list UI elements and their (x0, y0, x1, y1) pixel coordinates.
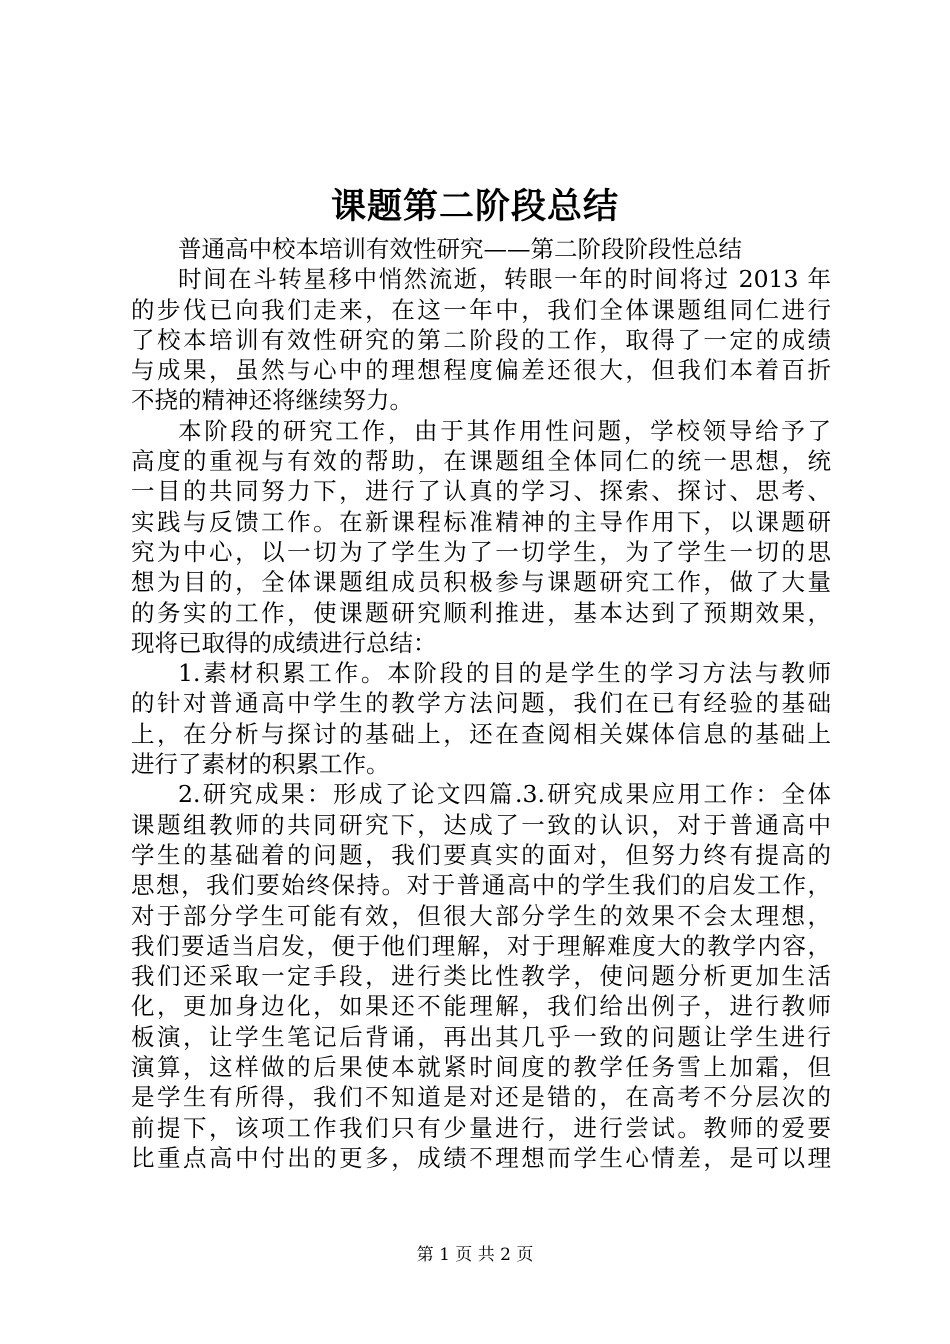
page-number-footer: 第 1 页 共 2 页 (416, 1245, 534, 1265)
paragraph-line: 上，在分析与探讨的基础上，还在查阅相关媒体信息的基础上 (131, 719, 831, 748)
paragraph-line: 的务实的工作，使课题研究顺利推进，基本达到了预期效果， (131, 598, 831, 627)
paragraph-line: 的步伐已向我们走来，在这一年中，我们全体课题组同仁进行 (131, 295, 831, 324)
paragraph-line: 思想，我们要始终保持。对于普通高中的学生我们的启发工作， (131, 871, 831, 900)
paragraph-line: 究为中心，以一切为了学生为了一切学生，为了学生一切的思 (131, 537, 831, 566)
document-title: 课题第二阶段总结 (330, 186, 619, 227)
paragraph-line: 现将已取得的成绩进行总结： (131, 628, 437, 657)
paragraph-line: 不挠的精神还将继续努力。 (131, 386, 413, 415)
paragraph-line: 的针对普通高中学生的教学方法问题，我们在已有经验的基础 (131, 689, 831, 718)
paragraph-line: 前提下，该项工作我们只有少量进行，进行尝试。教师的爱要 (131, 1113, 831, 1142)
paragraph-line: 进行了素材的积累工作。 (131, 750, 390, 779)
paragraph-line: 与成果，虽然与心中的理想程度偏差还很大，但我们本着百折 (131, 356, 831, 385)
paragraph-line: 时间在斗转星移中悄然流逝，转眼一年的时间将过 2013 年 (178, 265, 831, 294)
paragraph-line: 想为目的，全体课题组成员积极参与课题研究工作，做了大量 (131, 568, 831, 597)
document-body (131, 234, 831, 1173)
paragraph-line: 我们还采取一定手段，进行类比性教学，使问题分析更加生活 (131, 962, 831, 991)
paragraph-line: 一目的共同努力下，进行了认真的学习、探索、探讨、思考、 (131, 477, 831, 506)
paragraph-line: 比重点高中付出的更多，成绩不理想而学生心情差，是可以理 (131, 1143, 831, 1172)
paragraph-line: 是学生有所得，我们不知道是对还是错的，在高考不分层次的 (131, 1083, 831, 1112)
paragraph-line: 本阶段的研究工作，由于其作用性问题，学校领导给予了 (178, 416, 831, 445)
document-subtitle: 普通高中校本培训有效性研究——第二阶段阶段性总结 (178, 235, 742, 263)
paragraph-line: 高度的重视与有效的帮助，在课题组全体同仁的统一思想，统 (131, 447, 831, 476)
paragraph-line: 我们要适当启发，便于他们理解，对于理解难度大的教学内容， (131, 931, 831, 960)
paragraph-line: 化，更加身边化，如果还不能理解，我们给出例子，进行教师 (131, 992, 831, 1021)
paragraph-line: 课题组教师的共同研究下，达成了一致的认识，对于普通高中 (131, 810, 831, 839)
paragraph-line: 对于部分学生可能有效，但很大部分学生的效果不会太理想， (131, 901, 831, 930)
paragraph-line: 实践与反馈工作。在新课程标准精神的主导作用下，以课题研 (131, 507, 831, 536)
paragraph-line: 2.研究成果：形成了论文四篇.3.研究成果应用工作：全体 (178, 780, 831, 809)
paragraph-line: 演算，这样做的后果使本就紧时间度的教学任务雪上加霜，但 (131, 1053, 831, 1082)
paragraph-line: 了校本培训有效性研究的第二阶段的工作，取得了一定的成绩 (131, 325, 831, 354)
paragraph-line: 1.素材积累工作。本阶段的目的是学生的学习方法与教师 (178, 659, 831, 688)
paragraph-line: 板演，让学生笔记后背诵，再出其几乎一致的问题让学生进行 (131, 1022, 831, 1051)
paragraph-line: 学生的基础着的问题，我们要真实的面对，但努力终有提高的 (131, 840, 831, 869)
